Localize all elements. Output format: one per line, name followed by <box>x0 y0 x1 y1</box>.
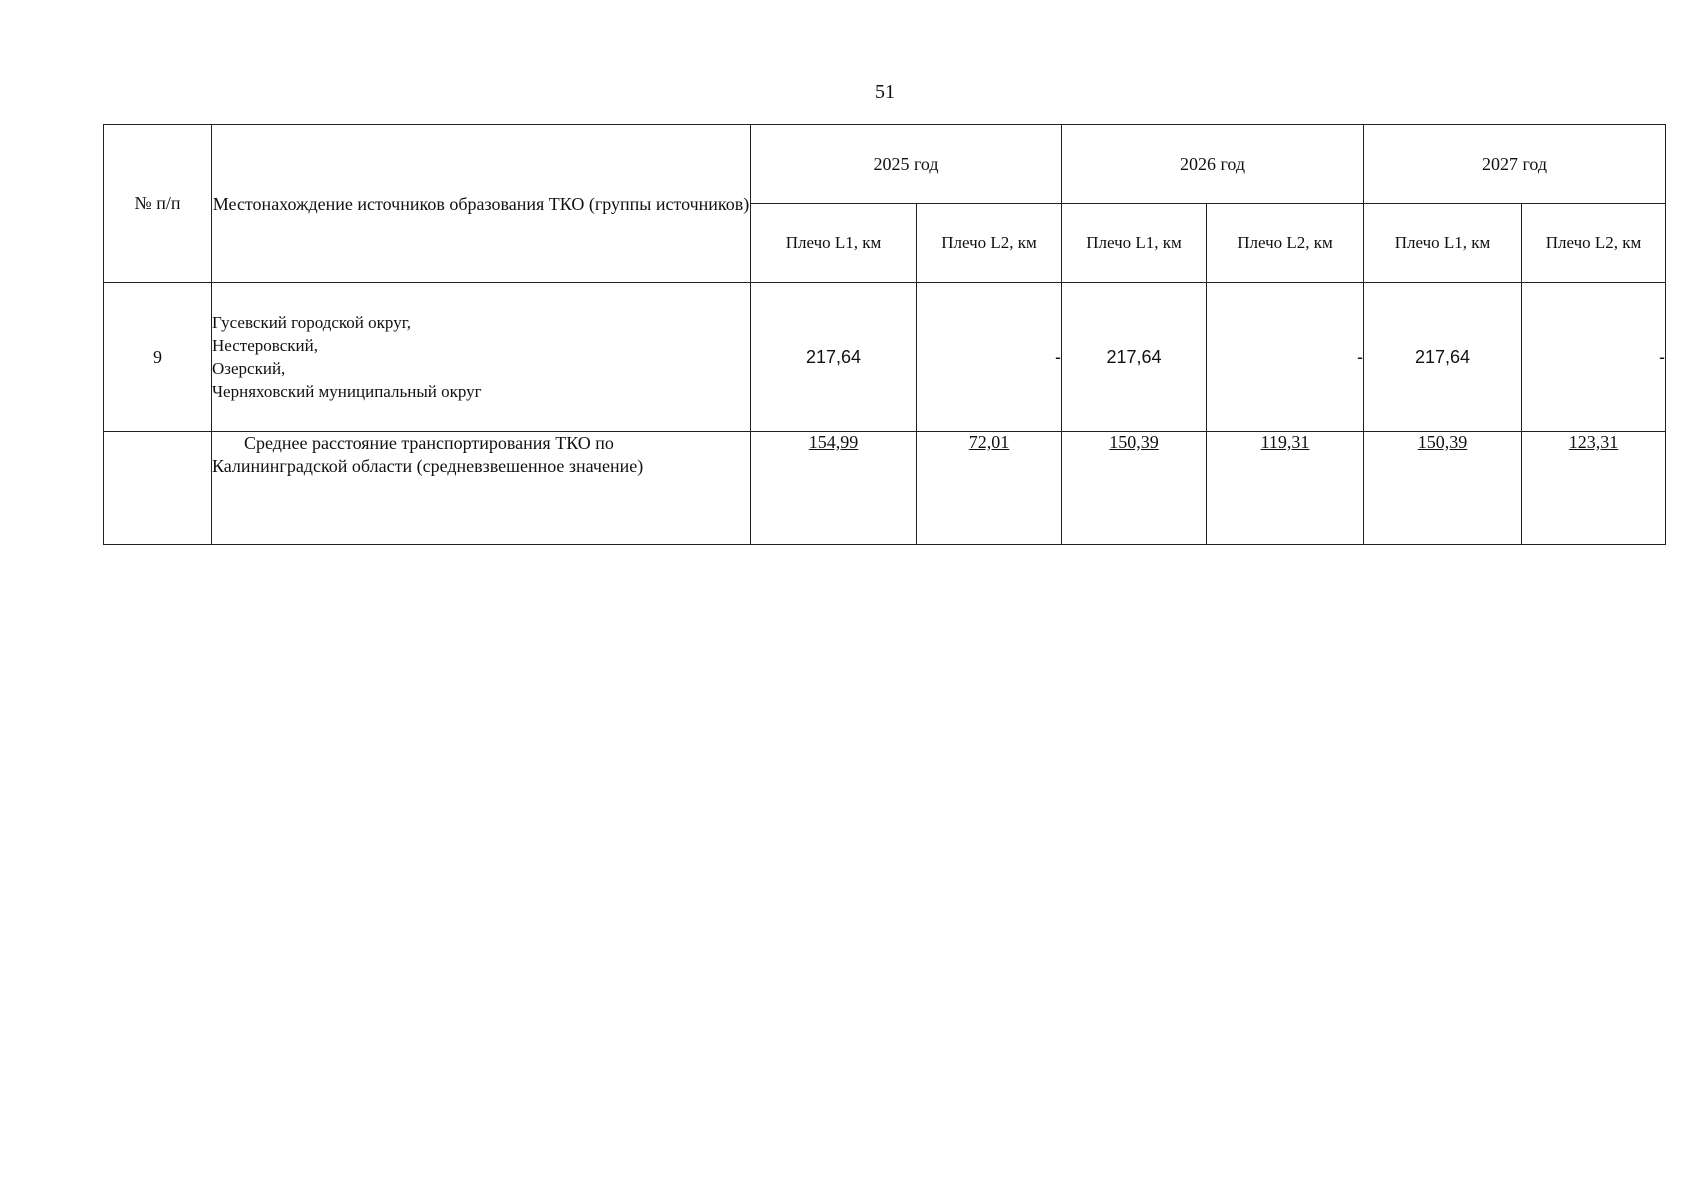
total-2026-l1: 150,39 <box>1062 432 1207 545</box>
header-2026-l1: Плечо L1, км <box>1062 204 1207 283</box>
total-2025-l1: 154,99 <box>751 432 917 545</box>
header-2027-l1: Плечо L1, км <box>1364 204 1522 283</box>
header-year-2025: 2025 год <box>751 125 1062 204</box>
header-location: Местонахождение источников образования ТКО (группы источников) <box>212 125 751 283</box>
row-2026-l2: - <box>1207 283 1364 432</box>
row-2025-l1: 217,64 <box>751 283 917 432</box>
row-2025-l2: - <box>917 283 1062 432</box>
header-2025-l2: Плечо L2, км <box>917 204 1062 283</box>
location-line: Озерский, <box>212 359 286 378</box>
total-label-text: Среднее расстояние транспортирования ТКО по Калининградской области (средневзвешенное значение) <box>212 433 644 476</box>
total-num-empty <box>104 432 212 545</box>
distance-table <box>103 124 1666 545</box>
row-num: 9 <box>104 283 212 432</box>
location-line: Гусевский городской округ, <box>212 313 411 332</box>
header-2026-l2: Плечо L2, км <box>1207 204 1364 283</box>
row-2027-l2: - <box>1522 283 1666 432</box>
total-2025-l2: 72,01 <box>917 432 1062 545</box>
header-year-2027: 2027 год <box>1364 125 1666 204</box>
page-number: 51 <box>875 81 895 103</box>
header-2027-l2: Плечо L2, км <box>1522 204 1666 283</box>
header-year-2026: 2026 год <box>1062 125 1364 204</box>
header-2025-l1: Плечо L1, км <box>751 204 917 283</box>
header-row-years <box>104 125 1666 204</box>
location-line: Черняховский муниципальный округ <box>212 382 482 401</box>
row-location <box>212 283 751 432</box>
total-2027-l2: 123,31 <box>1522 432 1666 545</box>
table-row <box>104 283 1666 432</box>
location-line: Нестеровский, <box>212 336 318 355</box>
row-2027-l1: 217,64 <box>1364 283 1522 432</box>
total-2026-l2: 119,31 <box>1207 432 1364 545</box>
total-2027-l1: 150,39 <box>1364 432 1522 545</box>
total-label <box>212 432 751 545</box>
total-row <box>104 432 1666 545</box>
row-2026-l1: 217,64 <box>1062 283 1207 432</box>
header-num: № п/п <box>104 125 212 283</box>
